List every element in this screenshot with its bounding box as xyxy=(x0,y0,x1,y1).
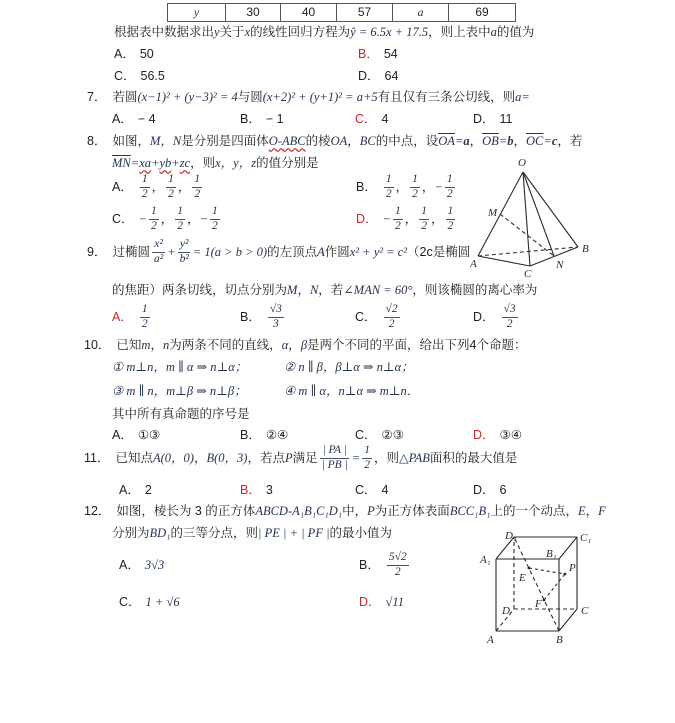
q12-stem-line-1 xyxy=(84,502,606,520)
fraction: $\frac{1}{2}$ xyxy=(412,173,418,200)
equals-sign: = xyxy=(498,134,508,148)
q6-options-row-2 xyxy=(114,67,398,85)
option-c xyxy=(112,205,356,232)
q6-stem xyxy=(114,23,534,41)
separator: ， xyxy=(160,212,174,226)
option-letter: B． xyxy=(240,112,261,126)
equals-sign: = xyxy=(130,156,140,170)
option-d xyxy=(473,303,520,330)
separator: ， xyxy=(513,134,527,148)
separator: ， xyxy=(469,134,483,148)
vertex-label-C1: C₁ xyxy=(580,532,592,544)
option-value: 3√3 xyxy=(144,558,165,572)
stem-text: 如图，棱长为 3 的正方体 xyxy=(116,504,256,518)
stem-text: 的三等分点，则 xyxy=(170,526,259,540)
vertex-label-B: B xyxy=(556,634,563,646)
option-value: 1 + √6 xyxy=(145,595,180,609)
separator: ， xyxy=(186,212,200,226)
sign: − xyxy=(199,212,208,226)
plus-sign: + xyxy=(167,245,176,259)
stem-text: 作圆 xyxy=(324,245,350,259)
option-value: 3 xyxy=(265,483,273,497)
separator: ， xyxy=(430,212,444,226)
point-label-E: E xyxy=(519,572,526,584)
q10-propositions-row-2 xyxy=(112,382,419,400)
math-var: a xyxy=(490,25,497,39)
vertex-label-D: D xyxy=(502,605,510,617)
separator: ， xyxy=(177,180,191,194)
question-number: 9． xyxy=(87,245,107,259)
option-letter: A． xyxy=(112,428,133,442)
plus-sign: + xyxy=(171,156,180,170)
stem-text: ， xyxy=(150,338,163,352)
option-value: √11 xyxy=(385,595,404,609)
vertex-label-D1: D₁ xyxy=(505,530,517,542)
plus-sign: + xyxy=(151,156,160,170)
stem-text: ， xyxy=(193,451,207,465)
option-value: 4 xyxy=(381,112,389,126)
separator: ， xyxy=(404,212,418,226)
term-xa-wavy: xa xyxy=(139,156,151,170)
vector-mn: $\overline{MN}$ xyxy=(112,156,131,170)
stem-text: 分别为 xyxy=(112,526,150,540)
stem-text: 的中点，设 xyxy=(375,134,439,148)
question-number: 10． xyxy=(84,338,111,352)
stem-text: 的焦距）两条切线，切点分别为 xyxy=(112,283,288,297)
ellipse-condition: = 1(a > b > 0) xyxy=(192,245,268,259)
option-value: 4 xyxy=(381,483,389,497)
cube-figure xyxy=(477,530,629,648)
stem-text: ， xyxy=(288,338,301,352)
vertex-label-B1: B₁ xyxy=(546,548,557,560)
fraction: $\frac{1}{2}$ xyxy=(447,205,454,232)
option-c xyxy=(355,426,473,444)
q7-options-row xyxy=(112,110,513,128)
regression-data-table xyxy=(167,3,516,22)
vertex-label-A: A xyxy=(487,634,494,646)
option-a xyxy=(112,110,240,128)
q8-options-row-1 xyxy=(112,172,457,202)
option-value: 6 xyxy=(499,483,507,497)
stem-text: 如图， xyxy=(112,134,150,148)
option-c xyxy=(119,593,359,611)
option-letter: D． xyxy=(473,112,495,126)
stem-text: 为正方体表面 xyxy=(374,504,450,518)
stem-text: 满足 xyxy=(292,451,318,465)
option-value: ③④ xyxy=(499,428,522,442)
option-b xyxy=(240,110,355,128)
vector-oa: $\overline{OA}$ xyxy=(438,134,455,148)
vector-c-bold: c xyxy=(551,134,558,148)
table-cell-57: 57 xyxy=(336,4,392,21)
q10-stem-2 xyxy=(112,405,250,423)
term-yb-wavy: yb xyxy=(159,156,172,170)
fraction: $\frac{√3}{3}$ xyxy=(269,303,282,330)
stem-text: 与圆 xyxy=(237,90,263,104)
option-value: 50 xyxy=(139,47,154,61)
math-var: M，N xyxy=(149,134,182,148)
vertex-label-C: C xyxy=(524,268,532,278)
table-cell-y: y xyxy=(193,5,200,19)
stem-text: ， xyxy=(585,504,599,518)
fraction: $\frac{1}{2}$ xyxy=(446,173,453,200)
stem-text: 关于 xyxy=(219,25,245,39)
vector-b-bold: b xyxy=(507,134,514,148)
stem-text: ，则该椭圆的离心率为 xyxy=(412,283,538,297)
sign: − xyxy=(138,212,147,226)
math-var: a= xyxy=(515,90,530,104)
fraction: $\frac{1}{2}$ xyxy=(141,173,148,200)
option-letter-answer: D． xyxy=(473,428,495,442)
point-a-coords: A(0，0) xyxy=(153,451,194,465)
option-letter-answer: C． xyxy=(355,112,377,126)
q9-stem-line-2 xyxy=(112,281,537,299)
stem-text: ， xyxy=(347,134,360,148)
stem-text: 的左顶点 xyxy=(267,245,318,259)
tetrahedron-name-wavy: O-ABC xyxy=(268,134,306,148)
math-var: E xyxy=(577,504,586,518)
separator: ，若 xyxy=(557,134,583,148)
q9-stem-line-1 xyxy=(87,236,470,268)
option-letter: B． xyxy=(356,180,377,194)
option-value: ②③ xyxy=(381,428,404,442)
option-b xyxy=(240,426,355,444)
fraction-x2-a2: $\frac{\text{x²}}{\text{a²}}$ xyxy=(153,238,164,265)
option-letter: C． xyxy=(355,428,377,442)
option-letter: D． xyxy=(473,483,495,497)
point-label-F: F xyxy=(535,598,542,610)
option-d xyxy=(473,481,506,499)
option-letter: B． xyxy=(240,428,261,442)
stem-text: 面积的最大值是 xyxy=(429,451,518,465)
circle-equation: x² + y² = c² xyxy=(349,245,408,259)
sign: − xyxy=(434,180,443,194)
vector-oc: $\overline{OC}$ xyxy=(526,134,544,148)
q12-options-row-2 xyxy=(119,593,404,611)
vertex-label-C: C xyxy=(581,605,589,617)
option-letter-answer: D． xyxy=(356,212,378,226)
option-letter-answer: D． xyxy=(359,595,381,609)
stem-text: （2c是椭圆 xyxy=(407,245,471,259)
stem-text: 的最小值为 xyxy=(329,526,393,540)
stem-text: ，则 xyxy=(373,451,399,465)
q11-options-row xyxy=(119,481,506,499)
fraction: $\frac{1}{2}$ xyxy=(394,205,401,232)
q8-stem-line-2 xyxy=(112,154,319,172)
stem-text: ， xyxy=(297,283,310,297)
question-number: 11． xyxy=(84,451,110,465)
stem-text: 的值分别是 xyxy=(256,156,319,170)
fraction: $\frac{5√2}{2}$ xyxy=(388,551,407,578)
fraction-1-2: $\frac{1}{2}$ xyxy=(364,444,370,471)
option-letter: C． xyxy=(112,212,134,226)
vertex-label-A: A xyxy=(470,258,477,270)
table-cell-a: a xyxy=(392,4,448,21)
option-letter: A． xyxy=(112,180,133,194)
regression-equation: ŷ = 6.5x + 17.5 xyxy=(350,25,429,39)
math-var: M xyxy=(287,283,298,297)
option-letter: D． xyxy=(358,69,380,83)
stem-text: 根据表中数据求出 xyxy=(114,25,215,39)
vertex-label-B: B xyxy=(582,243,589,255)
option-value: 2 xyxy=(144,483,152,497)
sign: − xyxy=(382,212,391,226)
stem-text: 的棱 xyxy=(305,134,331,148)
fraction: $\frac{√2}{2}$ xyxy=(385,303,398,330)
math-var: x，y，z xyxy=(215,156,257,170)
option-a xyxy=(119,556,359,574)
q10-options-row xyxy=(112,426,522,444)
stem-text: ，若 xyxy=(318,283,344,297)
option-b xyxy=(240,481,355,499)
option-c xyxy=(114,67,358,85)
fraction: $\frac{1}{2}$ xyxy=(194,173,201,200)
vertex-label-A1: A₁ xyxy=(480,554,491,566)
angle-condition: ∠MAN = 60° xyxy=(343,283,413,297)
option-c xyxy=(355,303,473,330)
fraction-y2-b2: $\frac{\text{y²}}{\text{b²}}$ xyxy=(179,238,189,265)
stem-text: ，则 xyxy=(190,156,216,170)
proposition-2: ② n ∥ β，β⊥α ⇒ n⊥α； xyxy=(284,360,414,374)
option-d xyxy=(358,67,398,85)
point-label-P: P xyxy=(569,562,576,574)
math-var: x xyxy=(244,25,251,39)
option-value: ①③ xyxy=(137,428,161,442)
option-letter: A． xyxy=(114,47,135,61)
stem-text: 其中所有真命题的序号是 xyxy=(112,407,250,421)
option-letter-answer: A． xyxy=(112,310,133,324)
q8-stem-line-1 xyxy=(87,132,582,150)
table-cell-30: 30 xyxy=(225,4,280,21)
option-b xyxy=(358,45,398,63)
option-letter: A． xyxy=(119,558,140,572)
option-value: ②④ xyxy=(265,428,289,442)
math-var: BC xyxy=(359,134,376,148)
triangle-pab: △PAB xyxy=(398,451,430,465)
option-letter: B． xyxy=(240,310,261,324)
option-d xyxy=(356,205,457,232)
option-a xyxy=(112,303,240,330)
fraction: $\frac{1}{2}$ xyxy=(168,173,174,200)
vertex-label-N: N xyxy=(556,259,564,271)
question-number: 7． xyxy=(87,90,107,104)
proposition-3: ③ m ∥ n，m⊥β ⇒ n⊥β； xyxy=(112,384,247,398)
stem-text: ，则上表中 xyxy=(428,25,491,39)
math-var: P xyxy=(284,451,293,465)
option-letter-answer: B． xyxy=(358,47,379,61)
q11-stem xyxy=(84,443,517,473)
fraction: $\frac{1}{2}$ xyxy=(421,205,427,232)
option-a xyxy=(119,481,240,499)
separator: ， xyxy=(151,180,165,194)
stem-text: ，若点 xyxy=(247,451,285,465)
stem-text: 的值为 xyxy=(496,25,535,39)
fraction: $\frac{1}{2}$ xyxy=(141,303,148,330)
q10-propositions-row-1 xyxy=(112,358,414,376)
option-d xyxy=(473,426,522,444)
option-d xyxy=(359,593,404,611)
stem-text: 中， xyxy=(342,504,368,518)
equals-sign: = xyxy=(543,134,552,148)
option-c xyxy=(355,481,473,499)
fraction: $\frac{√3}{2}$ xyxy=(503,303,516,330)
math-var: y xyxy=(214,25,220,39)
option-b xyxy=(356,173,457,200)
math-var: A xyxy=(317,245,325,259)
equals-sign: = xyxy=(351,451,361,465)
fraction: $\frac{1}{2}$ xyxy=(150,205,157,232)
math-var: F xyxy=(598,504,606,518)
option-value: 11 xyxy=(499,112,513,126)
table-cell-40: 40 xyxy=(280,4,336,21)
option-d xyxy=(473,110,513,128)
fraction-pa-pb: $\frac{| PA |}{| PB |}$ xyxy=(321,444,348,471)
q6-options-row-1 xyxy=(114,45,398,63)
proposition-1: ① m⊥n，m ∥ α ⇒ n⊥α； xyxy=(112,360,248,374)
face-name: BCC₁B₁ xyxy=(449,504,491,518)
question-number: 12． xyxy=(84,504,111,518)
question-number: 8． xyxy=(87,134,107,148)
vertex-label-M: M xyxy=(488,207,498,219)
option-a xyxy=(112,173,356,200)
math-var: OA xyxy=(330,134,348,148)
circle-equation-1: (x−1)² + (y−3)² = 4 xyxy=(137,90,238,104)
vertex-label-O: O xyxy=(518,157,526,169)
option-letter: A． xyxy=(112,112,133,126)
q9-options-row xyxy=(112,300,520,334)
separator: ， xyxy=(421,180,435,194)
vector-ob: $\overline{OB}$ xyxy=(482,134,499,148)
option-value: − 1 xyxy=(265,112,284,126)
term-zc-wavy: zc xyxy=(179,156,191,170)
stem-text: 过椭圆 xyxy=(112,245,150,259)
stem-text: 是分别是四面体 xyxy=(181,134,269,148)
stem-text: 是两个不同的平面，给出下列4个命题： xyxy=(307,338,527,352)
stem-text: 上的一个动点， xyxy=(490,504,578,518)
point-b-coords: B(0，3) xyxy=(206,451,248,465)
option-value: 56.5 xyxy=(140,69,165,83)
option-letter-answer: B． xyxy=(240,483,261,497)
stem-text: 的线性回归方程为 xyxy=(250,25,351,39)
option-value: 64 xyxy=(384,69,399,83)
stem-text: 已知点 xyxy=(115,451,153,465)
q12-stem-line-2 xyxy=(112,524,392,542)
stem-text: 为两条不同的直线， xyxy=(169,338,282,352)
math-var: N xyxy=(309,283,319,297)
option-a xyxy=(112,426,240,444)
fraction: $\frac{1}{2}$ xyxy=(177,205,183,232)
option-b xyxy=(359,551,411,578)
cube-name: ABCD-A₁B₁C₁D₁ xyxy=(255,504,343,518)
stem-text: 有且仅有三条公切线，则 xyxy=(377,90,516,104)
q12-options-row-1 xyxy=(119,549,411,581)
equals-sign: = xyxy=(454,134,464,148)
option-a xyxy=(114,45,358,63)
stem-text: 若圆 xyxy=(112,90,138,104)
math-var: m xyxy=(141,338,151,352)
option-letter: C． xyxy=(355,483,377,497)
math-var: P xyxy=(367,504,375,518)
fraction: $\frac{1}{2}$ xyxy=(211,205,218,232)
fraction: $\frac{1}{2}$ xyxy=(385,173,392,200)
q7-stem xyxy=(87,88,530,106)
proposition-4: ④ m ∥ α，n⊥α ⇒ m⊥n． xyxy=(284,384,420,398)
option-letter: C． xyxy=(114,69,136,83)
option-letter: B． xyxy=(359,558,380,572)
diagonal-bd1: BD₁ xyxy=(149,526,171,540)
math-var: n xyxy=(162,338,170,352)
tetrahedron-figure xyxy=(470,152,625,278)
table-cell-69: 69 xyxy=(448,4,515,21)
option-letter: C． xyxy=(119,595,141,609)
stem-text: 已知 xyxy=(116,338,142,352)
circle-equation-2: (x+2)² + (y+1)² = a+5 xyxy=(262,90,378,104)
option-b xyxy=(240,303,355,330)
math-var: α xyxy=(281,338,289,352)
q10-stem xyxy=(84,336,527,354)
option-letter: C． xyxy=(355,310,377,324)
separator: ， xyxy=(395,180,409,194)
option-letter: D． xyxy=(473,310,495,324)
option-value: − 4 xyxy=(137,112,156,126)
distance-sum-expr: | PE | + | PF | xyxy=(258,526,330,540)
q8-options-row-2 xyxy=(112,204,457,234)
option-value: 54 xyxy=(383,47,398,61)
vector-a-bold: a xyxy=(463,134,470,148)
math-var: β xyxy=(300,338,308,352)
option-letter: A． xyxy=(119,483,140,497)
option-c xyxy=(355,110,473,128)
